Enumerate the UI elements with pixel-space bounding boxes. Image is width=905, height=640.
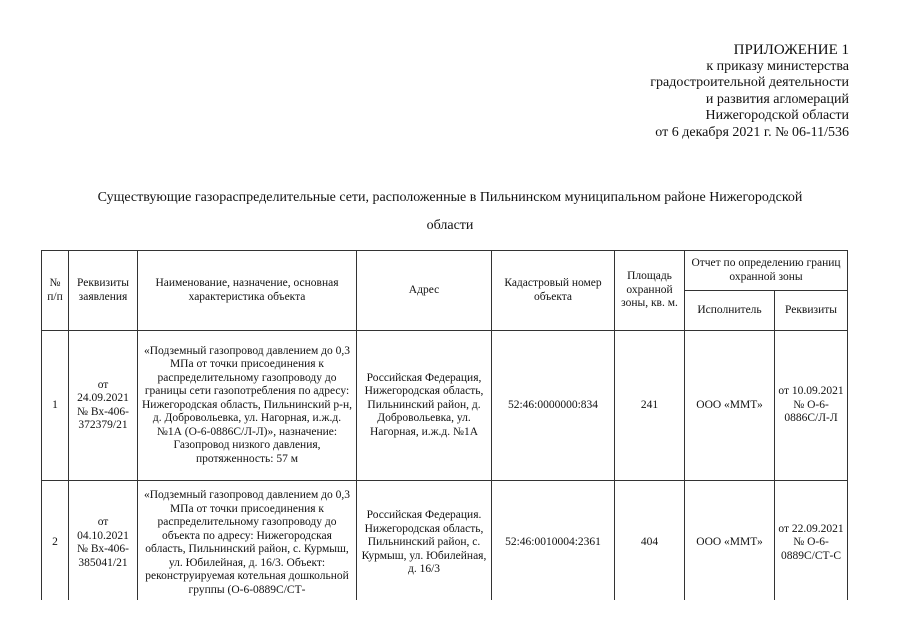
header-cadastral: Кадастровый номер объекта (492, 251, 615, 331)
appendix-heading: ПРИЛОЖЕНИЕ 1 (733, 42, 849, 58)
row-area: 241 (615, 331, 685, 481)
row-executor: ООО «ММТ» (685, 331, 775, 481)
header-report-requisites: Реквизиты (775, 291, 848, 331)
table-row (42, 481, 848, 601)
document-title-line-2: области (426, 218, 474, 233)
header-object-name: Наименование, назначение, основная характеристика объекта (138, 251, 357, 331)
row-address: Российская Федерация. Нижегородская область, Пильнинский район, с. Курмыш, ул. Юбилейная, д. 16/3 (357, 481, 492, 601)
row-object-name: «Подземный газопровод давлением до 0,3 МПа от точки присоединения к распределительному газопроводу до границы сети газопотребления по адресу: Нижегородская область, Пильнинский р-н, д. Добровольевка, ул. Нагорная, и.ж.д. №1А (О-6-0886С/Л-Л)», назначение: Газопровод низкого давления, протяженность: 57 м (138, 331, 357, 481)
row-report-requisites: от 10.09.2021 № О-6-0886С/Л-Л (775, 331, 848, 481)
row-cadastral: 52:46:0010004:2361 (492, 481, 615, 601)
row-area: 404 (615, 481, 685, 601)
row-cadastral: 52:46:0000000:834 (492, 331, 615, 481)
row-object-name: «Подземный газопровод давлением до 0,3 МПа от точки присоединения к распределительному газопроводу до объекта по адресу: Нижегородская область, Пильнинский район, с. Курмыш, ул. Юбилейная, д. 16/3. Объект: реконструируемая котельная дошкольной группы (О-6-0889С/СТ- (138, 481, 357, 601)
row-requisites: от 24.09.2021 № Вх-406-372379/21 (69, 331, 138, 481)
row-executor: ООО «ММТ» (685, 481, 775, 601)
row-report-requisites: от 22.09.2021 № О-6-0889С/СТ-С (775, 481, 848, 601)
appendix-order-date: от 6 декабря 2021 г. № 06-11/536 (655, 124, 849, 140)
header-area: Площадь охранной зоны, кв. м. (615, 251, 685, 331)
row-num: 2 (42, 481, 69, 601)
appendix-line: Нижегородской области (705, 108, 849, 123)
header-executor: Исполнитель (685, 291, 775, 331)
row-address: Российская Федерация, Нижегородская область, Пильнинский район, д. Добровольевка, ул. Нагорная, и.ж.д. №1А (357, 331, 492, 481)
row-requisites: от 04.10.2021 № Вх-406-385041/21 (69, 481, 138, 601)
appendix-line: и развития агломераций (705, 91, 849, 107)
header-requisites: Реквизиты заявления (69, 251, 138, 331)
gas-networks-table (41, 250, 848, 600)
table-row (42, 331, 848, 481)
document-title-line-1: Существующие газораспределительные сети, расположенные в Пильнинском муниципальном районе Нижегородской (97, 190, 803, 205)
appendix-line: градостроительной деятельности (650, 75, 849, 90)
header-address: Адрес (357, 251, 492, 331)
row-num: 1 (42, 331, 69, 481)
header-num: № п/п (42, 251, 69, 331)
header-report: Отчет по определению границ охранной зоны (685, 251, 848, 291)
appendix-line: к приказу министерства (706, 58, 849, 74)
